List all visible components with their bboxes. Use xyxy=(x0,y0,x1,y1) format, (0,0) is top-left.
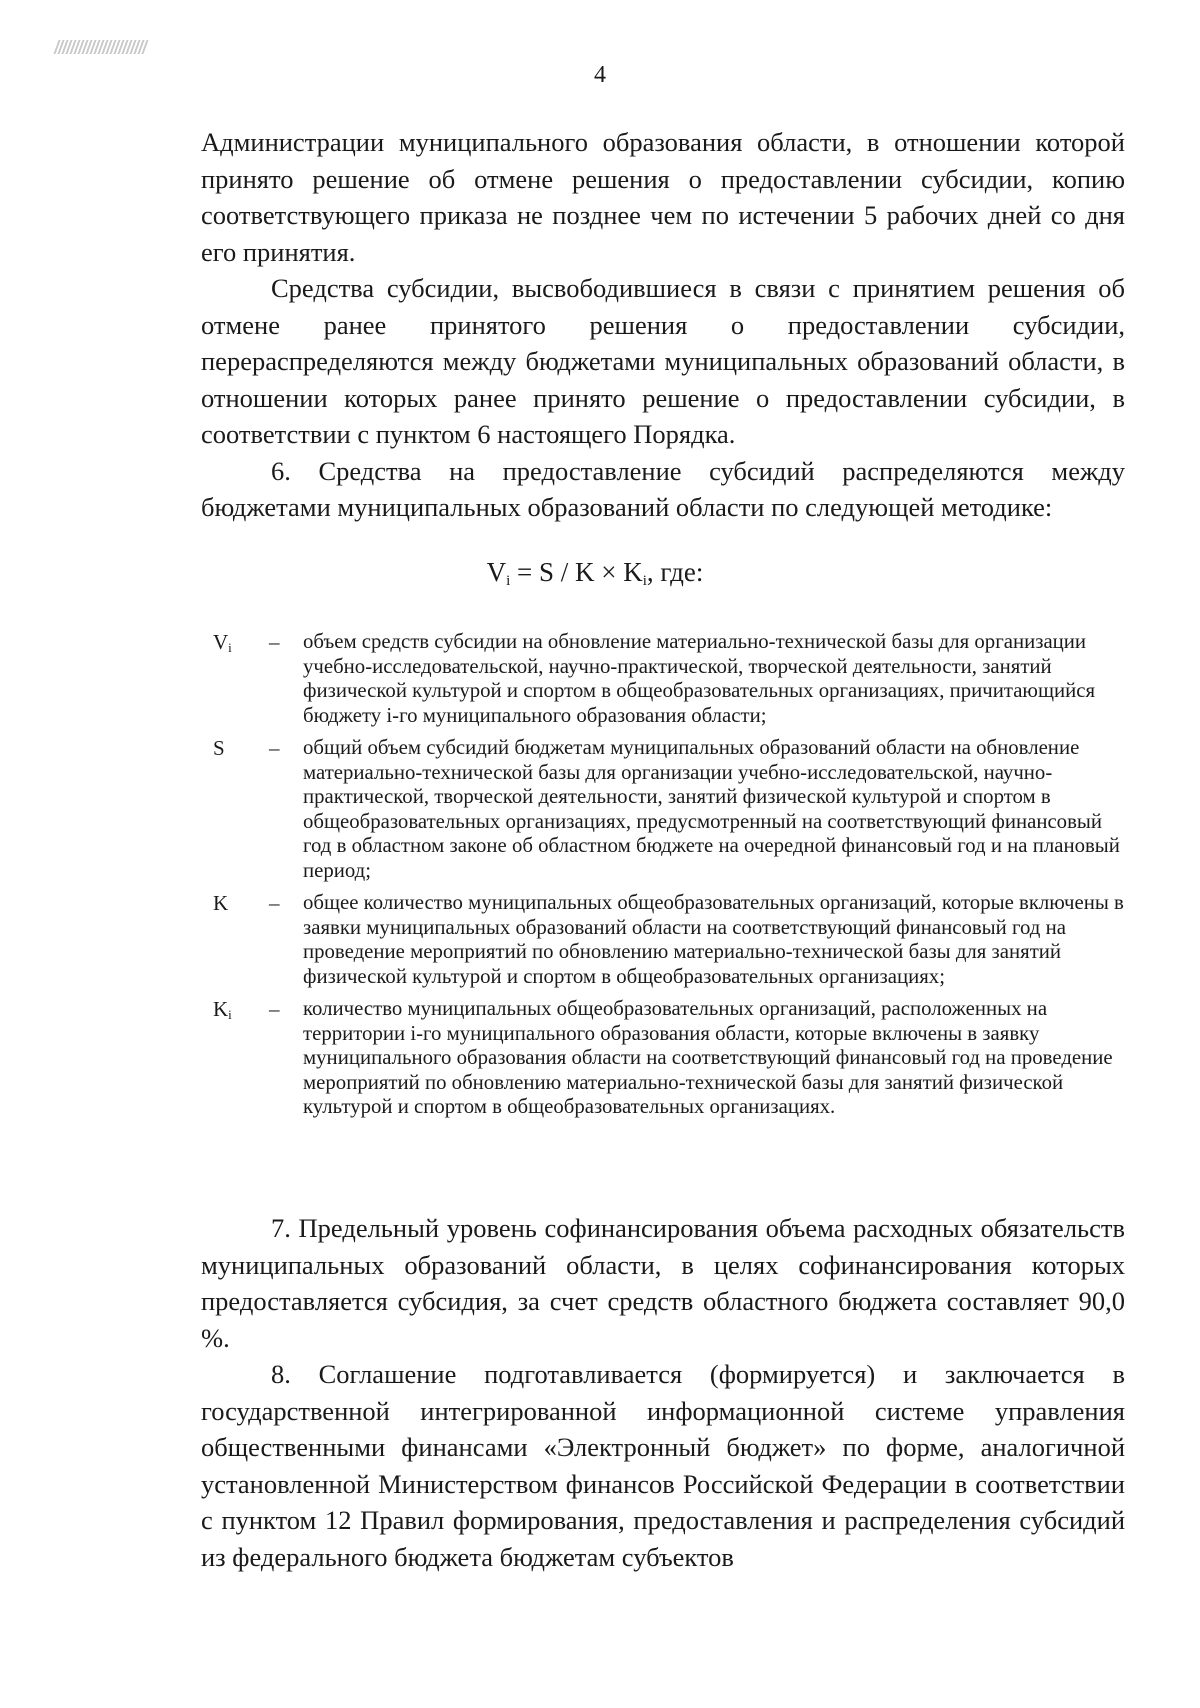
definition-symbol xyxy=(213,630,232,661)
paragraph-item-6: 6. Средства на предоставление субсидий распределяются между бюджетами муниципальных образований области по следующей методике: xyxy=(201,455,1125,522)
paragraph-item-7: 7. Предельный уровень софинансирования объема расходных обязательств муниципальных образований области, в целях софинансирования которых предоставляется субсидия, за счет средств областного бюджета составляет 90,0 %. xyxy=(201,1213,1125,1353)
formula-v-sub: i xyxy=(506,573,511,589)
definition-s xyxy=(201,736,1131,883)
definition-text: объем средств субсидии на обновление материально-технической базы для организации учебно-исследовательской, научно-практической, творческой деятельности, занятий физической культурой и спортом в общеобразовательных организациях, причитающийся бюджету i-го муниципального образования области; xyxy=(303,630,1096,727)
paragraph-continuation: Администрации муниципального образования области, в отношении которой принято решение об отмене решения о предоставлении субсидии, копию соответствующего приказа не позднее чем по истечении 5 рабочих дней со дня его принятия. xyxy=(201,127,1125,267)
definition-text: общее количество муниципальных общеобразовательных организаций, которые включены в заявки муниципальных образований области на соответствующий финансовый год на проведение мероприятий по обновлению материально-технической базы для занятий физической культурой и спортом в общеобразовательных организациях; xyxy=(303,891,1124,988)
text-block-bottom xyxy=(201,1210,1125,1575)
definition-vi xyxy=(201,630,1131,728)
definitions-list xyxy=(201,630,1131,1128)
formula xyxy=(0,552,1190,601)
page-number: 4 xyxy=(594,62,606,88)
formula-v: V xyxy=(486,557,507,587)
definition-text: количество муниципальных общеобразовательных организаций, расположенных на территории i-го муниципального образования области, которые включены в заявку муниципального образования области на соответствующий финансовый год на проведение мероприятий по обновлению материально-технической базы для занятий физической культурой и спортом в общеобразовательных организациях. xyxy=(303,997,1113,1118)
symbol-letter: V xyxy=(213,630,229,654)
definition-ki xyxy=(201,997,1131,1120)
symbol-letter: K xyxy=(213,997,229,1021)
text-block-top xyxy=(201,124,1125,526)
symbol-letter: K xyxy=(213,891,229,915)
definition-text: общий объем субсидий бюджетам муниципальных образований области на обновление материально-технической базы для организации учебно-исследовательской, научно-практической, творческой деятельности, занятий физической культурой и спортом в общеобразовательных организациях, предусмотренный на соответствующий финансовый год в областном законе об областном бюджете на очередной финансовый год и на плановый период; xyxy=(303,736,1120,882)
definition-dash: – xyxy=(269,630,280,654)
definition-symbol xyxy=(213,891,228,922)
definition-symbol xyxy=(213,736,225,767)
definition-dash: – xyxy=(269,891,280,915)
symbol-subscript: i xyxy=(228,1007,232,1022)
paragraph-item-8: 8. Соглашение подготавливается (формируется) и заключается в государственной интегрированной информационной системе управления общественными финансами «Электронный бюджет» по форме, аналогичной установленной Министерством финансов Российской Федерации в соответствии с пунктом 12 Правил формирования, предоставления и распределения субсидий из федерального бюджета бюджетам субъектов xyxy=(201,1359,1125,1572)
definition-symbol xyxy=(213,997,232,1028)
symbol-subscript: i xyxy=(228,640,232,655)
paragraph-redistribution: Средства субсидии, высвободившиеся в связи с принятием решения об отмене ранее принятого решения о предоставлении субсидии, перераспределяются между бюджетами муниципальных образований области, в отношении которых ранее принято решение о предоставлении субсидии, в соответствии с пунктом 6 настоящего Порядка. xyxy=(201,273,1125,449)
definition-dash: – xyxy=(269,997,280,1021)
formula-middle: = S / K × K xyxy=(510,557,643,587)
symbol-letter: S xyxy=(213,736,225,760)
definition-k xyxy=(201,891,1131,989)
definition-dash: – xyxy=(269,736,280,760)
formula-k-sub: i xyxy=(642,573,647,589)
scan-artifact xyxy=(53,40,148,54)
formula-tail: , где: xyxy=(646,557,704,587)
